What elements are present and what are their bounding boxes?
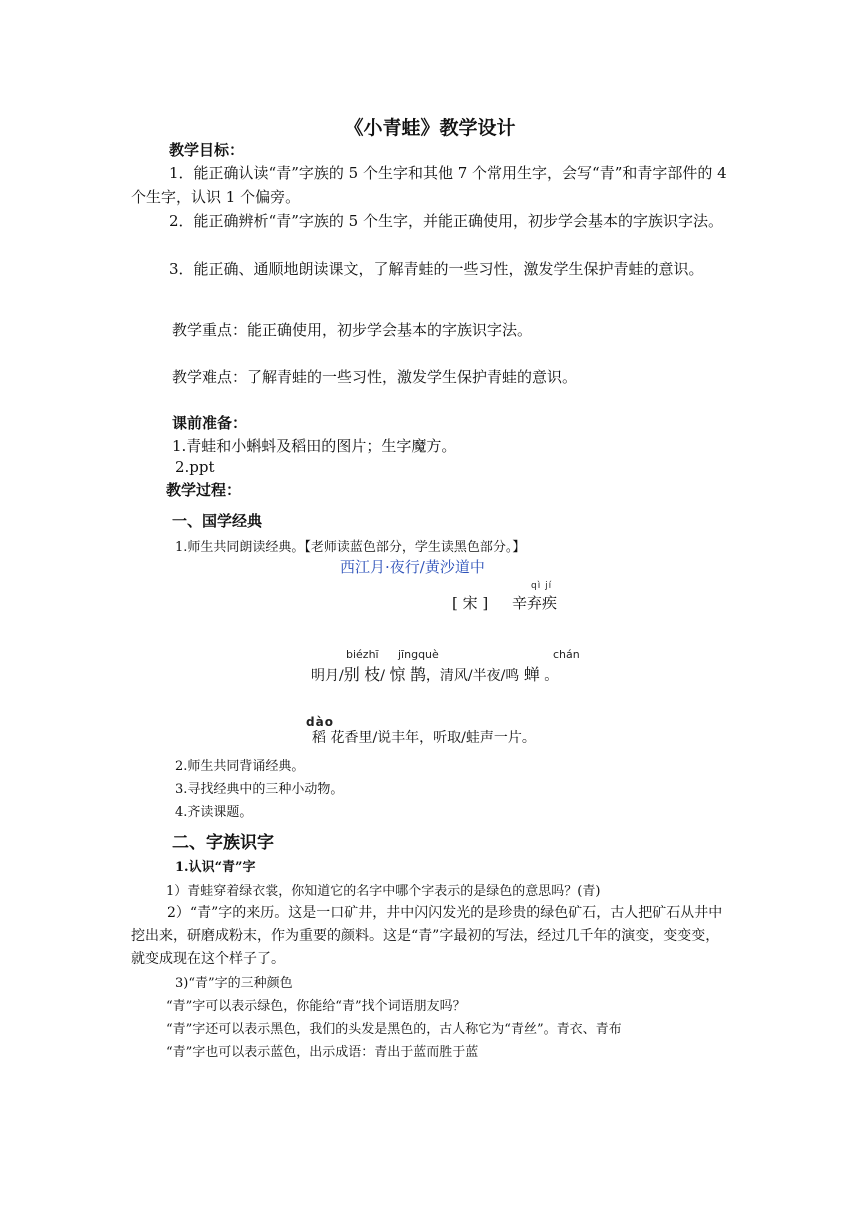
key-point: 教学重点：能正确使用，初步学会基本的字族识字法。 (172, 321, 533, 339)
char-bie: 别 (343, 665, 360, 684)
difficult-point: 教学难点：了解青蛙的一些习性，激发学生保护青蛙的意识。 (172, 368, 578, 386)
poem-line-2 (312, 727, 536, 747)
prep-heading: 课前准备： (172, 414, 248, 432)
goal-item-3: 3．能正确、通顺地朗读课文，了解青蛙的一些习性，激发学生保护青蛙的意识。 (169, 260, 704, 278)
poem-line-1-part-2: ，清风/半夜/鸣 (425, 668, 520, 684)
section2-q3: 3)“青”字的三种颜色 (175, 976, 293, 991)
char-zhi: 枝 (364, 665, 381, 684)
poem-line-2-rest: 花香里/说丰年，听取/蛙声一片。 (326, 730, 536, 746)
poem-author: 辛弃疾 (512, 594, 558, 612)
goal-item-1: 1．能正确认读“青”字族的 5 个生字和其他 7 个常用生字，会写“青”和青字部件的 4 个生字，认识 1 个偏旁。 (131, 164, 727, 206)
section2-q2: 2）“青”字的来历。这是一口矿井，井中闪闪发光的是珍贵的绿色矿石，古人把矿石从井中挖出来，研磨成粉末，作为重要的颜料。这是“青”字最初的写法，经过几千年的演变，变变变，就变成现在这个样子了。 (131, 905, 723, 967)
poem-line-1-end: 。 (544, 668, 559, 684)
section1-step-3: 3.寻找经典中的三种小动物。 (175, 782, 344, 797)
section2-sub-1: 1.认识“青”字 (175, 860, 256, 875)
prep-item-1: 1.青蛙和小蝌蚪及稻田的图片；生字魔方。 (172, 437, 457, 455)
char-que: 鹊 (409, 665, 426, 684)
poem-line-1-part-1: 明月/ (311, 668, 344, 684)
goal-item-2: 2．能正确辨析“青”字族的 5 个生字，并能正确使用，初步学会基本的字族识字法。 (169, 212, 723, 230)
author-dynasty: [ 宋 ] (452, 594, 489, 612)
color-blue-line: “青”字也可以表示蓝色，出示成语：青出于蓝而胜于蓝 (166, 1045, 479, 1060)
char-jing: 惊 (389, 665, 406, 684)
document-title: 《小青蛙》教学设计 (344, 117, 516, 139)
pinyin-jingque: jīngquè (398, 648, 439, 661)
char-chan: 蝉 (523, 665, 540, 684)
goals-heading: 教学目标： (169, 141, 245, 159)
pinyin-biezhi: biézhī (346, 648, 379, 661)
color-black-line: “青”字还可以表示黑色，我们的头发是黑色的，古人称它为“青丝”。青衣、青布 (166, 1022, 622, 1037)
pinyin-chan: chán (553, 648, 580, 661)
section2-heading: 二、字族识字 (172, 833, 274, 853)
color-green-line: “青”字可以表示绿色，你能给“青”找个词语朋友吗？ (166, 999, 466, 1014)
section1-step-4: 4.齐读课题。 (175, 805, 253, 820)
section1-step-1: 1.师生共同朗读经典。【老师读蓝色部分，学生读黑色部分。】 (175, 540, 526, 555)
poem-slash: / (380, 668, 385, 684)
poem-line-1 (311, 662, 558, 685)
process-heading: 教学过程： (166, 481, 242, 499)
prep-item-2: 2.ppt (175, 458, 215, 476)
section1-heading: 一、国学经典 (172, 512, 263, 530)
char-dao: 稻 (312, 730, 326, 746)
author-pinyin: qì jí (531, 581, 553, 591)
pinyin-dao: dào (306, 715, 334, 729)
section2-q1: 1）青蛙穿着绿衣裳，你知道它的名字中哪个字表示的是绿色的意思吗？(青) (166, 884, 601, 899)
section1-step-2: 2.师生共同背诵经典。 (175, 759, 305, 774)
poem-title: 西江月·夜行/黄沙道中 (340, 558, 485, 576)
